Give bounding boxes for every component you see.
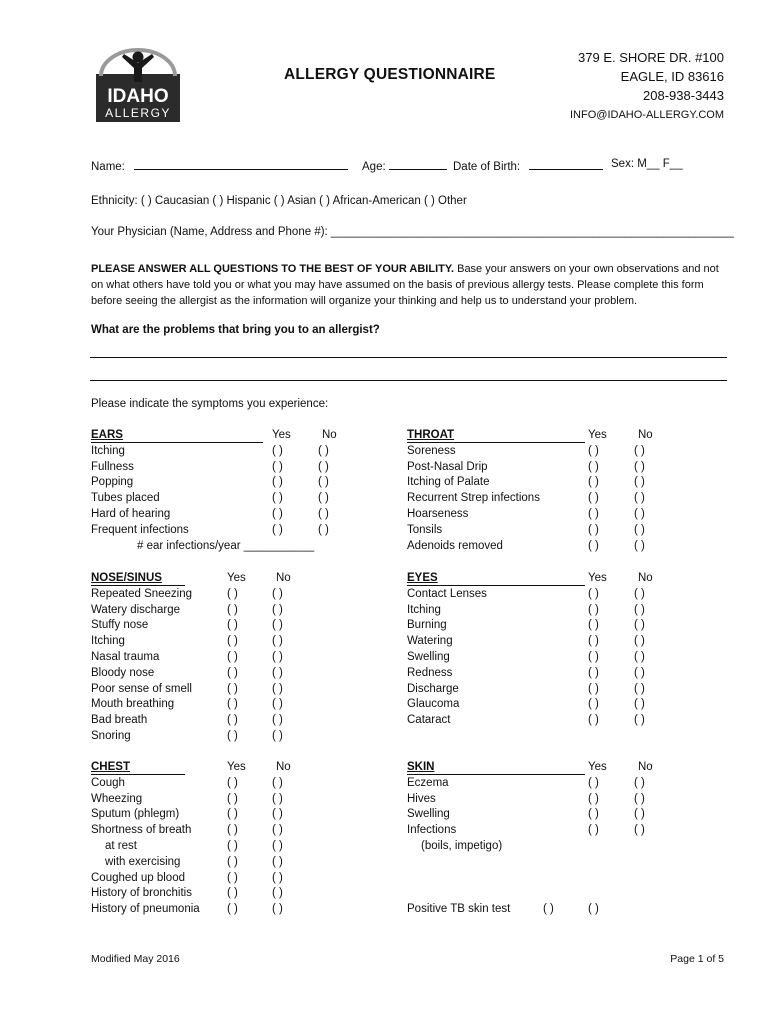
yes-checkbox[interactable]: ( ) bbox=[227, 587, 238, 600]
no-checkbox[interactable]: ( ) bbox=[634, 824, 645, 837]
dob-label: Date of Birth: bbox=[453, 161, 521, 173]
svg-text:ALLERGY: ALLERGY bbox=[105, 106, 171, 120]
no-checkbox[interactable]: ( ) bbox=[634, 698, 645, 711]
no-checkbox[interactable]: ( ) bbox=[634, 714, 645, 727]
no-checkbox[interactable]: ( ) bbox=[634, 650, 645, 663]
yes-checkbox[interactable]: ( ) bbox=[227, 839, 238, 852]
symptom-row bbox=[91, 507, 411, 523]
symptom-label: Nasal trauma bbox=[91, 650, 160, 663]
yes-checkbox[interactable]: ( ) bbox=[227, 824, 238, 837]
no-checkbox[interactable]: ( ) bbox=[272, 698, 283, 711]
yes-checkbox[interactable]: ( ) bbox=[588, 587, 599, 600]
no-checkbox[interactable]: ( ) bbox=[634, 507, 645, 520]
problems-question: What are the problems that bring you to an allergist? bbox=[91, 324, 380, 336]
infections-note-row bbox=[407, 839, 727, 855]
no-checkbox[interactable]: ( ) bbox=[272, 903, 283, 916]
no-checkbox[interactable]: ( ) bbox=[634, 444, 645, 457]
no-checkbox[interactable]: ( ) bbox=[634, 492, 645, 505]
symptom-row bbox=[91, 697, 411, 713]
symptom-row bbox=[91, 587, 411, 603]
symptom-label: Itching bbox=[91, 444, 125, 457]
no-checkbox[interactable]: ( ) bbox=[318, 492, 329, 505]
tb-yes-checkbox[interactable]: ( ) bbox=[543, 903, 554, 915]
symptom-row bbox=[91, 460, 411, 476]
email-address: INFO@IDAHO-ALLERGY.COM bbox=[570, 109, 724, 121]
yes-checkbox[interactable]: ( ) bbox=[227, 635, 238, 648]
symptom-row bbox=[407, 792, 727, 808]
symptom-row bbox=[407, 523, 727, 539]
symptom-label: Itching bbox=[407, 603, 441, 616]
no-checkbox[interactable]: ( ) bbox=[634, 635, 645, 648]
ear-infections-label[interactable]: # ear infections/year ___________ bbox=[137, 539, 315, 552]
symptom-row bbox=[407, 491, 727, 507]
yes-header: Yes bbox=[588, 761, 607, 773]
yes-checkbox[interactable]: ( ) bbox=[227, 619, 238, 632]
yes-checkbox[interactable]: ( ) bbox=[588, 539, 599, 552]
ethnicity-options[interactable]: Ethnicity: ( ) Caucasian ( ) Hispanic ( ) Asian ( ) African-American ( ) Other bbox=[91, 195, 467, 207]
yes-checkbox[interactable]: ( ) bbox=[588, 682, 599, 695]
symptom-row bbox=[91, 902, 411, 918]
symptom-row bbox=[407, 823, 727, 839]
yes-checkbox[interactable]: ( ) bbox=[227, 887, 238, 900]
symptom-row bbox=[91, 603, 411, 619]
symptom-label: Stuffy nose bbox=[91, 619, 149, 632]
symptom-label: Fullness bbox=[91, 460, 134, 473]
no-checkbox[interactable]: ( ) bbox=[634, 808, 645, 821]
yes-checkbox[interactable]: ( ) bbox=[227, 666, 238, 679]
dob-field[interactable] bbox=[453, 158, 603, 173]
symptom-label: Cough bbox=[91, 776, 125, 789]
section-title: EARS bbox=[91, 429, 123, 441]
symptom-row bbox=[91, 729, 411, 745]
no-checkbox[interactable]: ( ) bbox=[272, 587, 283, 600]
symptom-row bbox=[91, 475, 411, 491]
symptom-label: Swelling bbox=[407, 650, 450, 663]
yes-checkbox[interactable]: ( ) bbox=[588, 650, 599, 663]
symptom-row bbox=[407, 807, 727, 823]
no-checkbox[interactable]: ( ) bbox=[272, 729, 283, 742]
yes-header: Yes bbox=[227, 572, 246, 584]
symptom-label: Eczema bbox=[407, 776, 449, 789]
name-line[interactable] bbox=[134, 158, 348, 170]
no-header: No bbox=[638, 761, 653, 773]
symptom-row bbox=[91, 823, 411, 839]
idaho-allergy-logo bbox=[93, 48, 183, 124]
section-ears bbox=[91, 428, 411, 554]
symptom-label: Hives bbox=[407, 792, 436, 805]
yes-checkbox[interactable]: ( ) bbox=[588, 698, 599, 711]
yes-checkbox[interactable]: ( ) bbox=[588, 460, 599, 473]
symptom-row bbox=[407, 618, 727, 634]
no-checkbox[interactable]: ( ) bbox=[272, 887, 283, 900]
no-checkbox[interactable]: ( ) bbox=[272, 792, 283, 805]
symptom-row bbox=[91, 666, 411, 682]
symptom-row bbox=[91, 807, 411, 823]
section-eyes bbox=[407, 571, 727, 729]
yes-checkbox[interactable]: ( ) bbox=[588, 492, 599, 505]
no-checkbox[interactable]: ( ) bbox=[272, 839, 283, 852]
symptom-label: Mouth breathing bbox=[91, 698, 175, 711]
section-chest bbox=[91, 760, 411, 918]
symptom-row bbox=[91, 491, 411, 507]
symptom-row bbox=[91, 650, 411, 666]
age-field[interactable] bbox=[362, 158, 447, 173]
address-line-1: 379 E. SHORE DR. #100 bbox=[578, 50, 724, 65]
yes-checkbox[interactable]: ( ) bbox=[588, 523, 599, 536]
tb-test-row bbox=[407, 902, 727, 918]
symptom-label: Itching bbox=[91, 635, 125, 648]
symptoms-instruction: Please indicate the symptoms you experience: bbox=[91, 398, 329, 410]
symptom-row bbox=[91, 682, 411, 698]
symptom-label: Wheezing bbox=[91, 792, 143, 805]
yes-header: Yes bbox=[588, 572, 607, 584]
yes-checkbox[interactable]: ( ) bbox=[227, 855, 238, 868]
no-checkbox[interactable]: ( ) bbox=[272, 635, 283, 648]
footer-page-number: Page 1 of 5 bbox=[670, 953, 724, 965]
yes-checkbox[interactable]: ( ) bbox=[227, 650, 238, 663]
symptom-row bbox=[407, 713, 727, 729]
name-label: Name: bbox=[91, 161, 125, 173]
yes-checkbox[interactable]: ( ) bbox=[588, 666, 599, 679]
no-checkbox[interactable]: ( ) bbox=[634, 476, 645, 489]
yes-checkbox[interactable]: ( ) bbox=[227, 603, 238, 616]
no-checkbox[interactable]: ( ) bbox=[634, 619, 645, 632]
symptom-label: Discharge bbox=[407, 682, 459, 695]
no-checkbox[interactable]: ( ) bbox=[272, 650, 283, 663]
yes-checkbox[interactable]: ( ) bbox=[588, 776, 599, 789]
yes-checkbox[interactable]: ( ) bbox=[227, 776, 238, 789]
no-checkbox[interactable]: ( ) bbox=[272, 714, 283, 727]
no-checkbox[interactable]: ( ) bbox=[272, 619, 283, 632]
symptom-row bbox=[407, 650, 727, 666]
symptom-label: Shortness of breath bbox=[91, 824, 192, 837]
tb-label: Positive TB skin test bbox=[407, 903, 511, 915]
no-checkbox[interactable]: ( ) bbox=[634, 587, 645, 600]
answer-line-1[interactable] bbox=[90, 357, 727, 358]
age-line[interactable] bbox=[389, 158, 447, 170]
symptom-label: Itching of Palate bbox=[407, 476, 490, 489]
symptom-label: Bloody nose bbox=[91, 666, 155, 679]
yes-checkbox[interactable]: ( ) bbox=[227, 714, 238, 727]
symptom-row bbox=[91, 634, 411, 650]
yes-header: Yes bbox=[227, 761, 246, 773]
yes-checkbox[interactable]: ( ) bbox=[227, 808, 238, 821]
no-checkbox[interactable]: ( ) bbox=[318, 476, 329, 489]
no-checkbox[interactable]: ( ) bbox=[634, 776, 645, 789]
no-checkbox[interactable]: ( ) bbox=[634, 666, 645, 679]
yes-checkbox[interactable]: ( ) bbox=[588, 603, 599, 616]
symptom-label: Poor sense of smell bbox=[91, 682, 192, 695]
symptom-label: Coughed up blood bbox=[91, 871, 185, 884]
no-checkbox[interactable]: ( ) bbox=[272, 824, 283, 837]
yes-checkbox[interactable]: ( ) bbox=[227, 682, 238, 695]
yes-checkbox[interactable]: ( ) bbox=[272, 523, 283, 536]
sex-field[interactable] bbox=[611, 158, 683, 170]
symptom-label: Swelling bbox=[407, 808, 450, 821]
no-checkbox[interactable]: ( ) bbox=[634, 603, 645, 616]
symptom-label: Bad breath bbox=[91, 714, 148, 727]
tb-row bbox=[407, 902, 727, 918]
symptom-row bbox=[407, 460, 727, 476]
yes-checkbox[interactable]: ( ) bbox=[227, 792, 238, 805]
yes-checkbox[interactable]: ( ) bbox=[588, 792, 599, 805]
yes-checkbox[interactable]: ( ) bbox=[588, 635, 599, 648]
symptom-row bbox=[91, 871, 411, 887]
symptom-row bbox=[407, 682, 727, 698]
yes-header: Yes bbox=[272, 429, 291, 441]
symptom-label: Popping bbox=[91, 476, 134, 489]
yes-checkbox[interactable]: ( ) bbox=[272, 476, 283, 489]
age-label: Age: bbox=[362, 161, 386, 173]
section-title: EYES bbox=[407, 572, 438, 584]
symptom-row bbox=[91, 618, 411, 634]
instructions-text: Base your answers on your own observations and not on what others have told you or what you may have assumed on the basis of previous allergy tests. Please complete this form before seeing the allergist as the information will organize your thinking and help us to understand your problem. bbox=[91, 263, 719, 307]
yes-checkbox[interactable]: ( ) bbox=[272, 444, 283, 457]
instructions bbox=[91, 261, 731, 309]
no-checkbox[interactable]: ( ) bbox=[634, 682, 645, 695]
symptom-row bbox=[91, 713, 411, 729]
no-header: No bbox=[638, 429, 653, 441]
symptom-row bbox=[91, 523, 411, 539]
no-header: No bbox=[276, 761, 291, 773]
no-checkbox[interactable]: ( ) bbox=[634, 523, 645, 536]
symptom-label: Repeated Sneezing bbox=[91, 587, 193, 600]
symptom-label: Sputum (phlegm) bbox=[91, 808, 180, 821]
yes-header: Yes bbox=[588, 429, 607, 441]
symptom-label: with exercising bbox=[105, 855, 181, 868]
sex-label: Sex: M__ F__ bbox=[611, 158, 683, 170]
page-title: ALLERGY QUESTIONNAIRE bbox=[284, 66, 496, 83]
symptom-label: Watery discharge bbox=[91, 603, 181, 616]
no-checkbox[interactable]: ( ) bbox=[634, 539, 645, 552]
no-checkbox[interactable]: ( ) bbox=[318, 507, 329, 520]
yes-checkbox[interactable]: ( ) bbox=[227, 698, 238, 711]
symptom-row bbox=[407, 539, 727, 555]
section-title: NOSE/SINUS bbox=[91, 572, 162, 584]
yes-checkbox[interactable]: ( ) bbox=[588, 824, 599, 837]
no-header: No bbox=[276, 572, 291, 584]
no-header: No bbox=[638, 572, 653, 584]
yes-checkbox[interactable]: ( ) bbox=[272, 460, 283, 473]
section-throat bbox=[407, 428, 727, 554]
no-header: No bbox=[322, 429, 337, 441]
no-checkbox[interactable]: ( ) bbox=[272, 666, 283, 679]
no-checkbox[interactable]: ( ) bbox=[318, 444, 329, 457]
symptom-row bbox=[407, 776, 727, 792]
symptom-row bbox=[91, 776, 411, 792]
yes-checkbox[interactable]: ( ) bbox=[588, 507, 599, 520]
yes-checkbox[interactable]: ( ) bbox=[588, 619, 599, 632]
tb-no-checkbox[interactable]: ( ) bbox=[588, 903, 599, 915]
symptom-label: Contact Lenses bbox=[407, 587, 487, 600]
no-checkbox[interactable]: ( ) bbox=[272, 776, 283, 789]
symptom-label: Recurrent Strep infections bbox=[407, 492, 540, 505]
symptom-label: Hoarseness bbox=[407, 507, 469, 520]
symptom-row bbox=[91, 839, 411, 855]
symptom-label: Burning bbox=[407, 619, 447, 632]
no-checkbox[interactable]: ( ) bbox=[272, 855, 283, 868]
section-title: SKIN bbox=[407, 761, 435, 773]
section-title: THROAT bbox=[407, 429, 455, 441]
symptom-label: Soreness bbox=[407, 444, 456, 457]
symptom-row bbox=[407, 666, 727, 682]
yes-checkbox[interactable]: ( ) bbox=[588, 808, 599, 821]
symptom-row bbox=[407, 507, 727, 523]
yes-checkbox[interactable]: ( ) bbox=[588, 476, 599, 489]
no-checkbox[interactable]: ( ) bbox=[318, 460, 329, 473]
phone-number: 208-938-3443 bbox=[643, 88, 724, 103]
symptom-label: Glaucoma bbox=[407, 698, 460, 711]
symptom-row bbox=[91, 792, 411, 808]
symptom-label: Watering bbox=[407, 635, 453, 648]
yes-checkbox[interactable]: ( ) bbox=[272, 492, 283, 505]
svg-text:IDAHO: IDAHO bbox=[107, 86, 169, 107]
symptom-label: at rest bbox=[105, 839, 137, 852]
symptom-row bbox=[91, 886, 411, 902]
yes-checkbox[interactable]: ( ) bbox=[227, 729, 238, 742]
yes-checkbox[interactable]: ( ) bbox=[227, 871, 238, 884]
symptom-label: Infections bbox=[407, 824, 457, 837]
symptom-label: Tonsils bbox=[407, 523, 443, 536]
address-line-2: EAGLE, ID 83616 bbox=[620, 69, 724, 84]
symptom-row bbox=[407, 475, 727, 491]
dob-line[interactable] bbox=[529, 158, 603, 170]
symptom-label: Hard of hearing bbox=[91, 507, 171, 520]
instructions-bold: PLEASE ANSWER ALL QUESTIONS TO THE BEST OF YOUR ABILITY. bbox=[91, 263, 455, 275]
no-checkbox[interactable]: ( ) bbox=[272, 603, 283, 616]
symptom-row bbox=[91, 855, 411, 871]
ear-infections-row[interactable] bbox=[91, 539, 411, 555]
yes-checkbox[interactable]: ( ) bbox=[588, 714, 599, 727]
symptom-label: Adenoids removed bbox=[407, 539, 503, 552]
symptom-row bbox=[407, 634, 727, 650]
symptom-label: Cataract bbox=[407, 714, 451, 727]
symptom-label: Redness bbox=[407, 666, 453, 679]
symptom-label: Post-Nasal Drip bbox=[407, 460, 488, 473]
symptom-label: Tubes placed bbox=[91, 492, 160, 505]
no-checkbox[interactable]: ( ) bbox=[272, 871, 283, 884]
no-checkbox[interactable]: ( ) bbox=[272, 682, 283, 695]
no-checkbox[interactable]: ( ) bbox=[634, 460, 645, 473]
section-title: CHEST bbox=[91, 761, 130, 773]
no-checkbox[interactable]: ( ) bbox=[272, 808, 283, 821]
name-field[interactable] bbox=[91, 158, 348, 173]
symptom-row bbox=[407, 587, 727, 603]
symptom-label: History of pneumonia bbox=[91, 903, 200, 916]
yes-checkbox[interactable]: ( ) bbox=[227, 903, 238, 916]
section-skin bbox=[407, 760, 727, 855]
symptom-row bbox=[407, 603, 727, 619]
yes-checkbox[interactable]: ( ) bbox=[272, 507, 283, 520]
physician-field[interactable]: Your Physician (Name, Address and Phone #): _______________________________________________________________ bbox=[91, 226, 734, 238]
symptom-label: Snoring bbox=[91, 729, 131, 742]
symptom-row bbox=[91, 444, 411, 460]
footer-modified: Modified May 2016 bbox=[91, 953, 180, 965]
symptom-row bbox=[407, 697, 727, 713]
symptom-label: Frequent infections bbox=[91, 523, 189, 536]
section-nose bbox=[91, 571, 411, 745]
infections-note: (boils, impetigo) bbox=[421, 839, 503, 852]
yes-checkbox[interactable]: ( ) bbox=[588, 444, 599, 457]
symptom-label: History of bronchitis bbox=[91, 887, 192, 900]
symptom-row bbox=[407, 444, 727, 460]
no-checkbox[interactable]: ( ) bbox=[318, 523, 329, 536]
answer-line-2[interactable] bbox=[90, 380, 727, 381]
no-checkbox[interactable]: ( ) bbox=[634, 792, 645, 805]
